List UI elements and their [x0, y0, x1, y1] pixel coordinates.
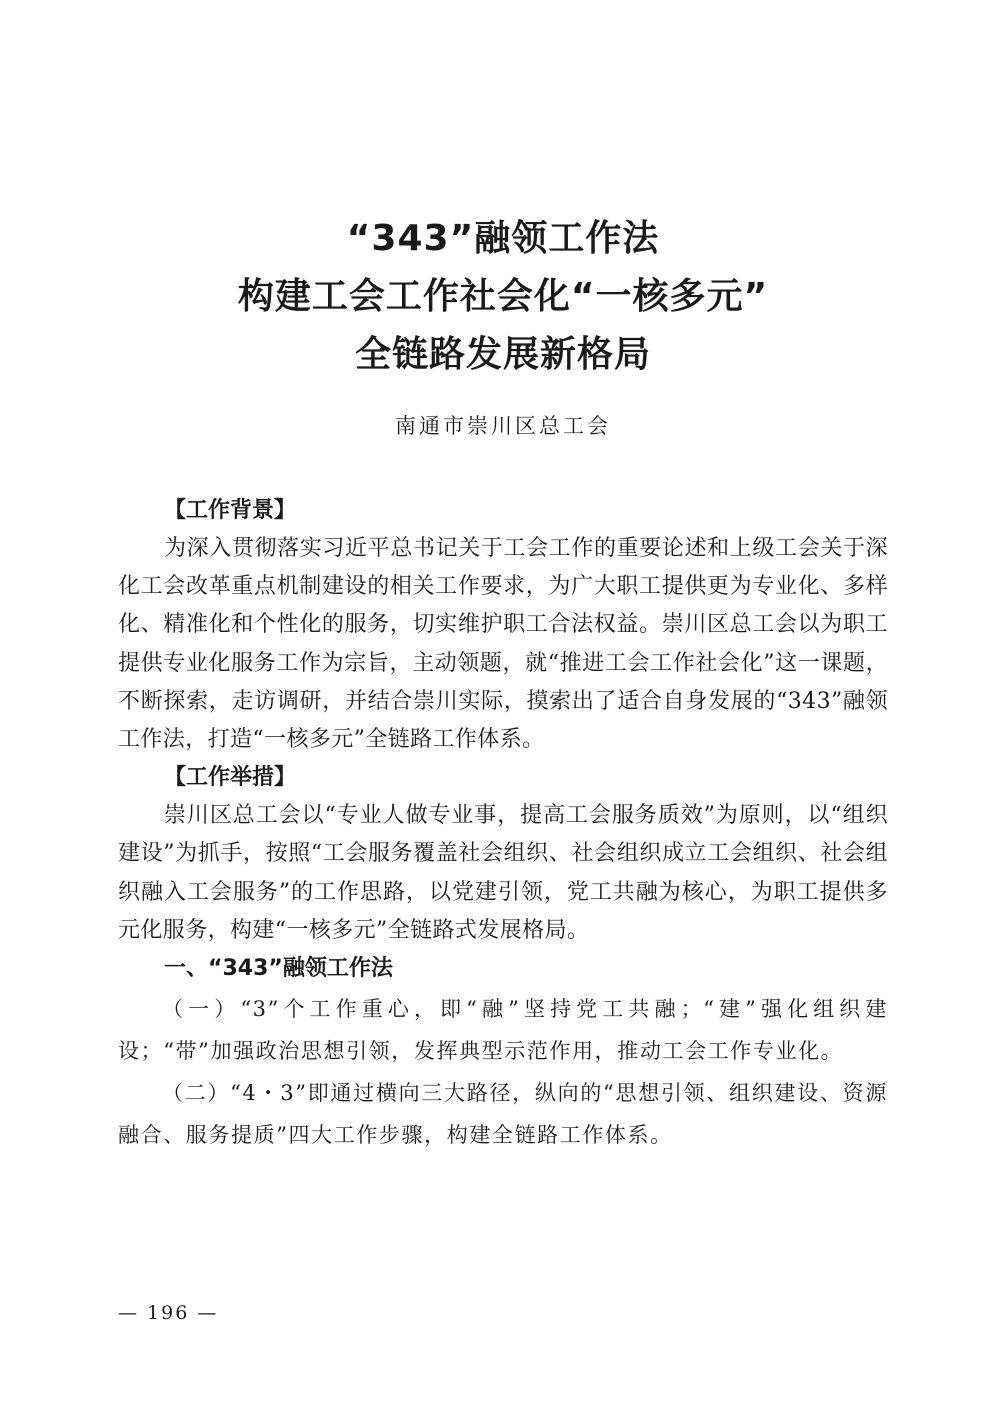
author-organization: 南通市崇川区总工会 — [395, 414, 611, 438]
list-item-text: （二）“4・3”即通过横向三大路径，纵向的“思想引领、组织建设、资源融合、服务提质”四大工作步骤，构建全链路工作体系。 — [118, 1081, 888, 1148]
background-paragraph: 为深入贯彻落实习近平总书记关于工会工作的重要论述和上级工会关于深化工会改革重点机制建设的相关工作要求，为广大职工提供更为专业化、多样化、精准化和个性化的服务，切实维护职工合法权益。崇川区总工会以为职工提供专业化服务工作为宗旨，主动领题，就“推进工会工作社会化”这一课题，不断探索，走访调研，并结合崇川实际，摸索出了适合自身发展的“343”融领工作法，打造“一核多元”全链路工作体系。 — [118, 536, 888, 753]
list-item-text: （一）“3”个工作重心，即“融”坚持党工共融；“建”强化组织建设；“带”加强政治思想引领，发挥典型示范作用，推动工会工作专业化。 — [118, 997, 888, 1064]
section-heading-background: 【工作背景】 — [164, 498, 297, 523]
measures-paragraph: 崇川区总工会以“专业人做专业事，提高工会服务质效”为原则，以“组织建设”为抓手，按照“工会服务覆盖社会组织、社会组织成立工会组织、社会组织融入工会服务”的工作思路，以党建引领，党工共融为核心，为职工提供多元化服务，构建“一核多元”全链路式发展格局。 — [118, 803, 888, 943]
list-item — [118, 1072, 888, 1156]
page-number: — 196 — — [118, 1302, 219, 1324]
section-heading-measures: 【工作举措】 — [164, 765, 297, 791]
subsection-heading: 一、“343”融领工作法 — [164, 956, 393, 982]
title-line-1: “343”融领工作法 — [346, 218, 660, 259]
title-line-2: 构建工会工作社会化“一核多元” — [237, 276, 769, 317]
list-item — [118, 988, 888, 1072]
document-title — [78, 210, 928, 384]
document-page — [118, 210, 888, 1156]
title-line-3: 全链路发展新格局 — [354, 334, 651, 375]
